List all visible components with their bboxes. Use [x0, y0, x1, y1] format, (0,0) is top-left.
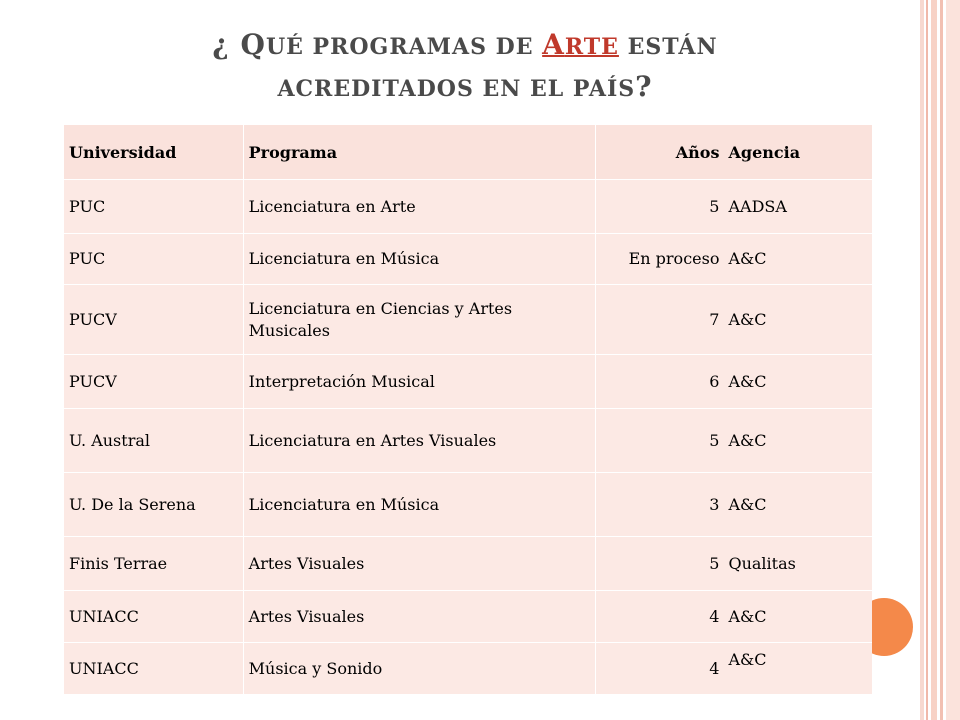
- cell-universidad: UNIACC: [64, 643, 243, 695]
- header-universidad: Universidad: [64, 125, 243, 180]
- cell-universidad: U. Austral: [64, 409, 243, 473]
- table-row: [64, 591, 872, 643]
- cell-anos: En proceso: [595, 234, 723, 285]
- cell-programa: Música y Sonido: [243, 643, 595, 695]
- cell-universidad: U. De la Serena: [64, 473, 243, 537]
- cell-anos: 4: [595, 643, 723, 695]
- cell-programa: Licenciatura en Música: [243, 473, 595, 537]
- cell-agencia: A&C: [723, 355, 872, 409]
- header-agencia: Agencia: [723, 125, 872, 180]
- cell-universidad: PUC: [64, 234, 243, 285]
- table-row: [64, 473, 872, 537]
- slide-title: ¿ QUÉ PROGRAMAS DE ARTE ESTÁN ACREDITADOS EN EL PAÍS?: [212, 28, 718, 103]
- cell-anos: 5: [595, 537, 723, 591]
- cell-programa: Licenciatura en Ciencias y Artes Musicales: [243, 285, 595, 355]
- cell-agencia: A&C: [723, 591, 872, 643]
- cell-agencia: A&C: [723, 285, 872, 355]
- cell-agencia: Qualitas: [723, 537, 872, 591]
- decorative-stripes: [920, 0, 960, 720]
- cell-programa: Artes Visuales: [243, 591, 595, 643]
- cell-universidad: Finis Terrae: [64, 537, 243, 591]
- cell-anos: 4: [595, 591, 723, 643]
- cell-universidad: PUC: [64, 180, 243, 234]
- table-header-row: [64, 125, 872, 180]
- cell-programa: Licenciatura en Artes Visuales: [243, 409, 595, 473]
- table-row: [64, 285, 872, 355]
- header-programa: Programa: [243, 125, 595, 180]
- cell-programa: Licenciatura en Arte: [243, 180, 595, 234]
- cell-agencia: A&C: [723, 234, 872, 285]
- table-row: [64, 234, 872, 285]
- cell-anos: 6: [595, 355, 723, 409]
- cell-anos: 5: [595, 180, 723, 234]
- cell-universidad: PUCV: [64, 355, 243, 409]
- table-row: [64, 643, 872, 695]
- cell-anos: 7: [595, 285, 723, 355]
- cell-programa: Licenciatura en Música: [243, 234, 595, 285]
- table-row: [64, 180, 872, 234]
- cell-agencia: A&C: [723, 643, 872, 695]
- cell-agencia: A&C: [723, 473, 872, 537]
- table-row: [64, 537, 872, 591]
- cell-anos: 3: [595, 473, 723, 537]
- header-anos: Años: [595, 125, 723, 180]
- cell-agencia: AADSA: [723, 180, 872, 234]
- cell-programa: Artes Visuales: [243, 537, 595, 591]
- table-row: [64, 355, 872, 409]
- cell-universidad: UNIACC: [64, 591, 243, 643]
- cell-universidad: PUCV: [64, 285, 243, 355]
- cell-agencia: A&C: [723, 409, 872, 473]
- cell-programa: Interpretación Musical: [243, 355, 595, 409]
- cell-anos: 5: [595, 409, 723, 473]
- table-row: [64, 409, 872, 473]
- programs-table: [64, 125, 872, 695]
